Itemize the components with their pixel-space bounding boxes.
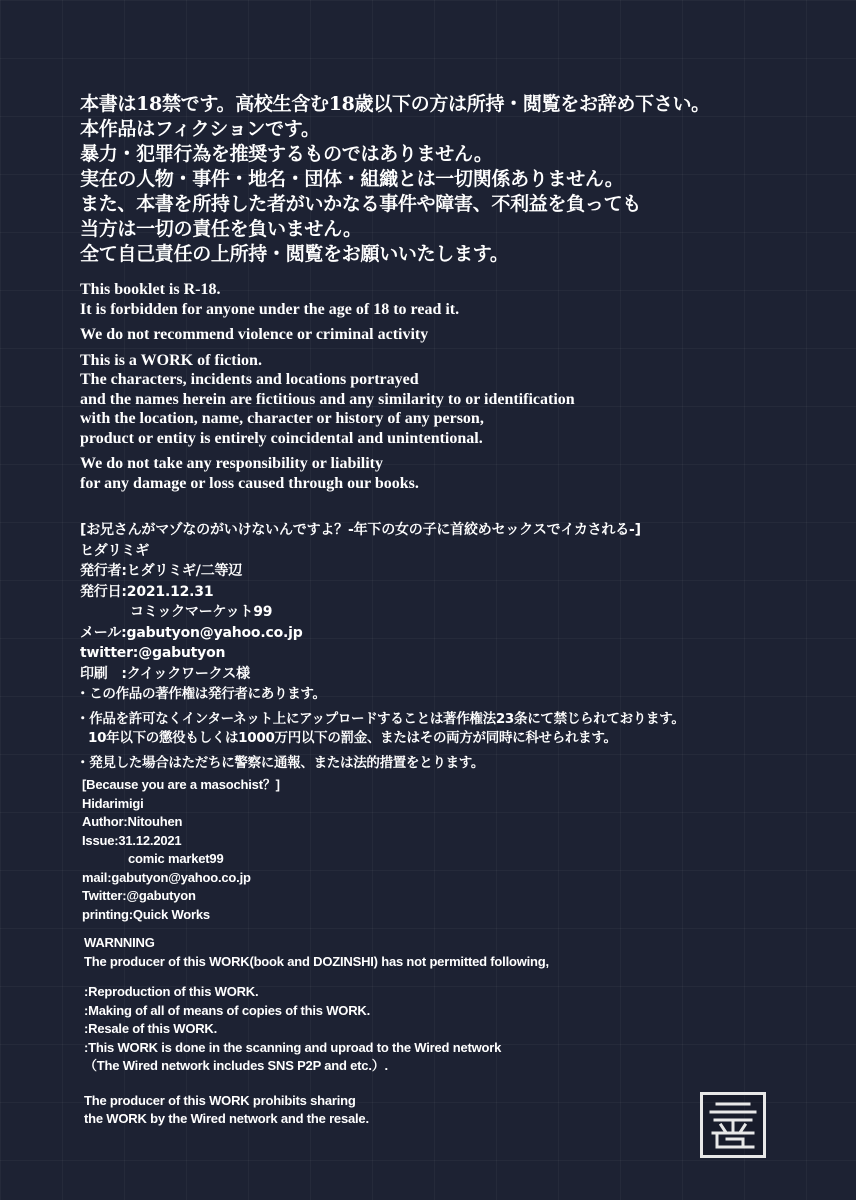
copyright-notes (76, 685, 846, 773)
colophon-date: 発行日:2021.12.31 (80, 583, 214, 600)
colophon-en-circle: Hidarimigi (82, 795, 144, 811)
jp-notice-line: 当方は一切の責任を負いません。 (80, 218, 362, 240)
colophon-english (82, 776, 682, 924)
en-notice-line: and the names herein are fictitious and any similarity to or identification (80, 390, 575, 408)
colophon-email: メール:gabutyon@yahoo.co.jp (80, 624, 303, 641)
warning-item: :Reproduction of this WORK. (84, 984, 259, 999)
colophon-event: コミックマーケット99 (130, 604, 273, 620)
jp-notice-line: 本書は18禁です。高校生含む18歳以下の方は所持・閲覧をお辞め下さい。 (80, 93, 710, 115)
colophon-japanese (80, 520, 840, 684)
en-notice-line: This booklet is R-18. (80, 281, 221, 298)
warning-closing: the WORK by the Wired network and the resale. (84, 1111, 369, 1126)
english-notice (80, 280, 720, 499)
colophon-printing: 印刷 :クイックワークス様 (80, 665, 250, 682)
en-notice-line: product or entity is entirely coincidental and unintentional. (80, 429, 483, 447)
en-notice-paragraph (80, 454, 720, 493)
en-notice-line: with the location, name, character or history of any person, (80, 410, 484, 427)
jp-notice-line: 暴力・犯罪行為を推奨するものではありません。 (80, 143, 493, 165)
colophon-en-author: Author:Nitouhen (82, 814, 183, 829)
colophon-en-event: comic market99 (128, 851, 224, 866)
warning-section (84, 934, 704, 1129)
warning-heading: WARNNING (84, 935, 155, 950)
circle-seal-stamp (700, 1092, 766, 1158)
colophon-en-printing: printing:Quick Works (82, 906, 210, 922)
en-notice-line: The characters, incidents and locations portrayed (80, 371, 419, 388)
colophon-title: [お兄さんがマゾなのがいけないんですよ？-年下の女の子に首絞めセックスでイカされる-] (80, 522, 641, 538)
jp-notice-line: 全て自己責任の上所持・閲覧をお願いいたします。 (80, 243, 509, 265)
en-notice-paragraph (80, 351, 720, 449)
colophon-twitter: twitter:@gabutyon (80, 645, 226, 661)
jp-notice-line: 本作品はフィクションです。 (80, 118, 320, 140)
warning-item: :Resale of this WORK. (84, 1021, 218, 1036)
en-notice-line: We do not recommend violence or criminal activity (80, 326, 429, 343)
japanese-notice (80, 92, 820, 267)
colophon-circle: ヒダリミギ (80, 542, 149, 559)
warning-item: :Making of all of means of copies of this WORK. (84, 1002, 371, 1018)
copyright-note: ・作品を許可なくインターネット上にアップロードすることは著作権法23条にて禁じられております。 (76, 711, 685, 727)
en-notice-line: It is forbidden for anyone under the age of 18 to read it. (80, 300, 460, 318)
colophon-en-title: [Because you are a masochist？] (82, 777, 280, 792)
colophon-en-mail: mail:gabutyon@yahoo.co.jp (82, 869, 251, 885)
copyright-note: 10年以下の懲役もしくは1000万円以下の罰金、またはその両方が同時に科せられます。 (88, 730, 617, 746)
copyright-note: ・この作品の著作権は発行者にあります。 (76, 686, 326, 702)
en-notice-line: for any damage or loss caused through our books. (80, 474, 419, 492)
warning-item: :This WORK is done in the scanning and uproad to the Wired network (84, 1039, 502, 1055)
colophon-en-twitter: Twitter:@gabutyon (82, 888, 196, 903)
en-notice-line: This is a WORK of fiction. (80, 351, 262, 369)
copyright-note: ・発見した場合はただちに警察に通報、または法的措置をとります。 (76, 755, 485, 771)
seal-glyph-icon (703, 1095, 763, 1155)
colophon-publisher: 発行者:ヒダリミギ/二等辺 (80, 563, 243, 579)
jp-notice-line: 実在の人物・事件・地名・団体・組織とは一切関係ありません。 (80, 168, 624, 190)
colophon-en-issue: Issue:31.12.2021 (82, 832, 182, 848)
warning-item: （The Wired network includes SNS P2P and etc.）. (84, 1058, 388, 1073)
jp-notice-line: また、本書を所持した者がいかなる事件や障害、不利益を負っても (80, 193, 642, 215)
warning-closing: The producer of this WORK prohibits sharing (84, 1092, 356, 1108)
warning-intro: The producer of this WORK(book and DOZINSHI) has not permitted following, (84, 953, 549, 969)
en-notice-line: We do not take any responsibility or liability (80, 455, 384, 472)
en-notice-paragraph (80, 325, 720, 345)
en-notice-paragraph (80, 280, 720, 319)
